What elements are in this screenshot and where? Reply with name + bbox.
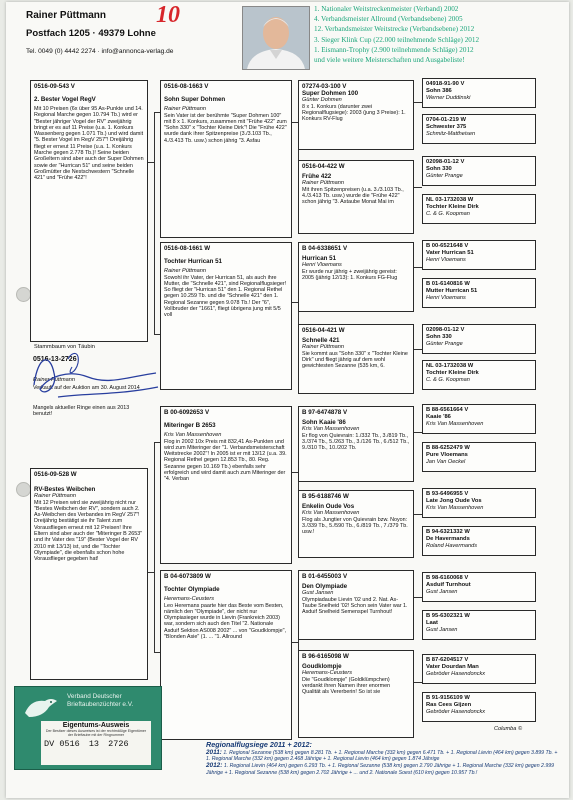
bird-owner: C. & G. Koopman: [426, 377, 470, 383]
regional-wins-title: Regionalflugsiege 2011 + 2012:: [206, 740, 312, 749]
pedigree-box-g3: [422, 572, 536, 602]
pedigree-box-g3: [422, 278, 536, 308]
bird-name: Tochter Kleine Dirk: [426, 370, 479, 376]
card-inner: [41, 721, 151, 765]
bird-owner: Rainer Püttmann: [302, 344, 344, 350]
pedigree-box-g2: [298, 80, 414, 150]
card-org-line1: Verband Deutscher: [67, 693, 122, 700]
sire-of-dam-text: Flog in 2002 10x Preis mit 832,41 As-Punkten und wird zum Miteringer der "1. Verbandsmeisterschaft Weitstrecke 2002"! In 2005 ist er mit 13/12 (u.a. 39. Regional Rethel gegen 12.853 Tb., 80. Reg. Sezanne gegen 10.169 Tb.) ebenfalls sehr erfolgreich und wird damit auch zum Miteringer der "4. Verban: [164, 438, 289, 483]
regional-wins-2012: [206, 763, 562, 775]
pedigree-box-g3: [422, 610, 536, 640]
ring-number: 07274-03-100 V: [302, 83, 347, 90]
dam-of-sire-name: Tochter Hurrican 51: [164, 258, 222, 265]
bird-owner: C. & G. Koopman: [426, 211, 470, 217]
bird-owner: Kris Van Massenhoven: [426, 505, 484, 511]
ring-number: B 00-6521648 V: [426, 243, 469, 249]
bird-owner: Gebröder Hasendonckx: [426, 709, 486, 715]
card-ring-row: [41, 739, 151, 749]
signature-scribble: [28, 347, 163, 407]
bird-text: Er wurde nur jährig + zweijährig gereist: 2005 (jährig 12/13): 1. Konkurs FG-Flug: [302, 268, 399, 281]
ring-number: B 95-6302321 W: [426, 613, 470, 619]
sire-text: Sein Vater ist der berühmte "Super Dohmen 100" mit 8 x 1. Konkurs, zusammen mit "Frühe 422" zum "Sohn 330" x "Tochter Kleine Dirk"! Die "Frühe 422" wurde dank ihrer Spitzenpreise (3./3.103 Tb., 4./3.413 Tb. usw.) schon jährig "3. Asfau: [164, 112, 289, 144]
connector-line: [414, 349, 422, 350]
pedigree-box-g3: [422, 240, 536, 270]
pedigree-box-g3: [422, 360, 536, 390]
achievements-list: [314, 4, 566, 65]
bird-name: Vater Hurrican 51: [426, 250, 474, 256]
bird-owner: Schmitz-Mattheisen: [426, 131, 476, 137]
ring-number: NL 03-1732038 W: [426, 197, 474, 203]
bird-owner: Roland Havermands: [426, 543, 477, 549]
bird-name: Enkelin Oude Vos: [302, 503, 355, 510]
ring-number: B 91-9156109 W: [426, 695, 470, 701]
connector-line: [414, 187, 422, 188]
bird-name: Sohn 330: [426, 334, 452, 340]
bird-name: Ras Cees Gijzen: [426, 702, 472, 708]
connector-line: [154, 112, 155, 334]
bird-owner: Kris Van Massenhoven: [302, 510, 360, 516]
pedigree-box-g3: [422, 156, 536, 186]
breeder-address: Postfach 1205 · 49379 Lohne: [26, 28, 156, 39]
achievement-item: 12. Verbandsmeister Weitstrecke (Verbandsebene) 2012: [314, 25, 475, 34]
year-2011-text: 1. Regional Sezanne (538 km) gegen 8.281 Tb. + 1. Regional Marche (332 km) gegen 6.471 Tb. + 1. Regional Lievin (464 km) gegen 3.899 Tb. + 1. Regional Marche (332 km) gegen 2.468 Jährige + 1. Regional Lievin (464 km) gegen 1.874 Jährige: [206, 750, 558, 763]
ring-number: B 95-6188746 W: [302, 493, 349, 500]
card-ring-club: 0516: [59, 739, 80, 750]
bird-text: Olympiadaube Lievin '02 und 2. Nat. As-Taube Snelheid '02! Schon sein Vater war 1. Asduif Snelheid Semenspel Turnhout!: [302, 596, 409, 616]
pedigree-page: [6, 2, 569, 798]
achievement-item: und viele weitere Meisterschaften und Ausgabeliste!: [314, 56, 465, 65]
bird-owner: Henri Vloemans: [426, 295, 466, 301]
bird-owner: Kris Van Massenhoven: [426, 421, 484, 427]
regional-wins-2011: [206, 750, 562, 762]
ring-number: B 04-6338651 V: [302, 245, 348, 252]
handwritten-number: 10: [156, 2, 180, 28]
dam-of-dam-box: [160, 570, 292, 740]
bird-owner: Gebröder Hasendonckx: [426, 671, 486, 677]
pigeon-icon: [21, 693, 61, 723]
dam-of-dam-owner: Heremans-Ceusters: [164, 596, 215, 602]
bird-name: Vater Dourdan Man: [426, 664, 479, 670]
subject-text: Mit 10 Preisen (6x über 95 As-Punkte und 14. Regional Marche gegen 10.794 Tb.) wird er "Bester jähriger Vogel der RV" zweijährig bringt er es auf 11 Preise (u.a. 1. Konkurs Wassenberg gegen 1.071 Tb.) und wird damit "5. Bester Vogel im RegV 257"! Dreijährig fliegt er erneut 11 Preise (u.a. 1. Konkurs Marche gegen 2.778 Tb.)! Seine beiden Großeltern sind aber auch der Super Dohmen sowie der "Hurrican 51" und seine beiden Großmütter die Nestschwestern "Schnelle 421" und "Frühe 422"!: [34, 106, 146, 182]
ownership-card: [14, 686, 162, 770]
female-owner: Rainer Püttmann: [33, 377, 75, 383]
ring-number: B 01-6140816 W: [426, 281, 470, 287]
connector-line: [154, 442, 155, 652]
dam-of-dam-ring: B 04-6073809 W: [164, 573, 211, 580]
dam-of-sire-box: [160, 242, 292, 390]
bird-owner: Günter Dohmen: [302, 97, 342, 103]
bird-owner: Rainer Püttmann: [302, 180, 344, 186]
bird-name: Sohn 330: [426, 166, 452, 172]
subject-box: [30, 80, 148, 342]
mother-text: Mit 12 Preisen wird sie zweijährig nicht nur "Bestes Weibchen der RV", sondern auch 2. As-Weibchen des Verbandes im RegV 257"! Dreijährig bestätigt sie ihr Talent zum Vorausfliegen erneut mit 12 Preisen! Ihre Eltern sind aber auch der "Miteringer B 2653" und ihr Vater des "19" (Bester Vogel der RV 2010 mit 13/13) ist, und die "Tochter Olympiade", die ebenfalls schon hohe Vorausflieger gegeben hat!: [34, 499, 144, 563]
achievement-item: 1. Nationaler Weitstreckenmeister (Verband) 2002: [314, 5, 459, 13]
bird-text: Die "Goudklompje" (Goldklümpchen) verdankt ihren Namen ihrer enormen Qualität als Vererberin! So ist sie: [302, 676, 392, 696]
bird-owner: Kris Van Massenhoven: [302, 426, 360, 432]
pedigree-box-g3: [422, 654, 536, 684]
ring-number: B 88-6252479 W: [426, 445, 470, 451]
bird-text: Er flog von Quievrain: 1./332 Tb., 3./819 Tb., 3./374 Tb., 5./263 Tb., 3./126 Tb., 6./512 Tb., 9./310 Tb., 10./202 Tb.: [302, 432, 411, 452]
bird-name: Sohn Kaaie '86: [302, 419, 346, 426]
pedigree-box-g2: [298, 242, 414, 312]
sire-box: [160, 80, 292, 238]
card-note: Der Besitzer dieses Ausweises ist der rechtmäßige Eigentümer der Brieftaube mit der Ringnummer: [45, 729, 147, 738]
bird-name: Late Jong Oude Vos: [426, 498, 482, 504]
ring-number: 02098-01-12 V: [426, 327, 465, 333]
bird-owner: Gust Jansen: [302, 590, 334, 596]
card-ring-number: 2726: [108, 739, 129, 750]
card-title: Eigentums-Ausweis: [62, 722, 130, 729]
ring-number: B 96-6165098 W: [302, 653, 349, 660]
female-note: Mangels aktueller Ringe einen aus 2013 benutzt!: [33, 404, 131, 418]
bird-owner: Gust Jansen: [426, 627, 458, 633]
sire-of-dam-owner: Kris Van Massenhoven: [164, 432, 222, 438]
pedigree-box-g2: [298, 406, 414, 482]
pedigree-box-g3: [422, 324, 536, 354]
sire-name: Sohn Super Dohmen: [164, 96, 226, 103]
breeder-photo: [242, 6, 310, 70]
year-2011-label: 2011:: [206, 749, 222, 756]
bird-name: Goudklompje: [302, 663, 342, 670]
dam-of-sire-text: Sowohl ihr Vater, der Hurrican 51, als auch ihre Mutter, die "Schnelle 421", sind Regionalflugsieger! So fliegt der "Hurrican 51" den 1. Regional Rethel gegen 10.259 Tb. und die "Schnelle 421" den 1. Regional Sezanne gegen 9.078 Tb.! Der "6", Vollbruder der "1661", fliegt übrigens jung mit 5/5 voll: [164, 274, 288, 319]
regional-wins: [206, 740, 562, 776]
year-2012-label: 2012:: [206, 762, 223, 770]
bird-owner: Henri Vloemans: [302, 262, 342, 268]
ring-number: NL 03-1732038 W: [426, 363, 474, 369]
sire-of-dam-name: Miteringer B 2653: [164, 422, 216, 429]
bird-name: Pure Vloemans: [426, 452, 468, 458]
dam-of-sire-ring: 0516-08-1661 W: [164, 245, 211, 252]
breeder-name: Rainer Püttmann: [26, 10, 107, 21]
pedigree-box-g2: [298, 650, 414, 738]
subject-title: 2. Bester Vogel RegV: [34, 96, 96, 103]
bird-name: Frühe 422: [302, 173, 332, 180]
connector-line: [414, 597, 422, 598]
bird-name: Sohn 386: [426, 88, 452, 94]
connector-line: [414, 682, 422, 683]
mother-box: [30, 468, 148, 680]
card-ring-year: 13: [88, 739, 100, 750]
ring-number: 0516-04-422 W: [302, 163, 345, 170]
ring-number: B 93-6496955 V: [426, 491, 469, 497]
ring-number: 0516-04-421 W: [302, 327, 345, 334]
bird-name: Schnelle 421: [302, 337, 340, 344]
connector-line: [414, 102, 422, 103]
bird-text: 8 x 1. Konkurs (darunter zwei Regionalflugsiege): 2003 (jung 3 Preise): 1. Konkurs RV-Flug: [302, 103, 408, 123]
sire-ring: 0516-08-1663 V: [164, 83, 209, 90]
bird-owner: Henri Vloemans: [426, 257, 466, 263]
sire-of-dam-ring: B 00-6092653 V: [164, 409, 210, 416]
ring-number: B 97-6474878 V: [302, 409, 348, 416]
ring-number: 04918-91-90 V: [426, 81, 465, 87]
pedigree-box-g2: [298, 324, 414, 394]
stammbaum-label: Stammbaum von Täubin: [34, 344, 95, 350]
pedigree-box-g3: [422, 692, 536, 722]
bird-name: Mutter Hurrican 51: [426, 288, 478, 294]
punch-hole: [16, 482, 31, 497]
female-auction-note: Verkauft auf der Auktion am 30. August 2014: [33, 384, 140, 391]
mother-owner: Rainer Püttmann: [34, 493, 76, 499]
brand-mark: Columba ©: [494, 726, 523, 732]
pedigree-box-g3: [422, 526, 536, 556]
bird-name: Kaaie '86: [426, 414, 451, 420]
ring-number: B 87-6204517 V: [426, 657, 469, 663]
pedigree-box-g2: [298, 490, 414, 558]
punch-hole: [16, 287, 31, 302]
ring-number: 02098-01-12 V: [426, 159, 465, 165]
bird-name: Asduif Turnhout: [426, 582, 471, 588]
pedigree-box-g3: [422, 442, 536, 472]
card-ring-prefix: DV: [44, 739, 55, 750]
bird-owner: Heremans-Ceusters: [302, 670, 353, 676]
pedigree-box-g2: [298, 570, 414, 640]
bird-text: Flog als Jungtier von Quievrain bzw. Noyon: 3./339 Tb., 5./590 Tb., 6./819 Tb., 7./379 Tb. usw.!: [302, 516, 410, 536]
bird-name: Laat: [426, 620, 438, 626]
subject-ring: 0516-09-543 V: [34, 83, 75, 90]
connector-line: [414, 432, 422, 433]
person-portrait-icon: [243, 7, 309, 69]
year-2012-text: 1. Regional Lievin (464 km) gegen 6.293 Tb. + 1. Regional Sezanne (538 km) gegen 2.790 Jährige + 1. Regional Marche (332 km) gegen 2.999 Jährige + 1. Regional Sezanne (538 km) gegen 2.702 Jährige + ... und 2. Nationale Soest (610 km) gegen 10.957 Tb.!: [206, 763, 555, 776]
ring-number: B 98-6160068 V: [426, 575, 469, 581]
connector-line: [414, 267, 422, 268]
ring-number: B 88-6561664 V: [426, 407, 469, 413]
card-org-line2: Brieftaubenzüchter e.V.: [67, 701, 134, 708]
bird-owner: Jan Van Oeckel: [426, 459, 466, 465]
breeder-contact: Tel. 0049 (0) 4442 2274 · info@annonca-verlag.de: [26, 48, 174, 55]
pedigree-box-g3: [422, 194, 536, 224]
bird-name: Hurrican 51: [302, 255, 337, 262]
bird-owner: Günter Prange: [426, 341, 463, 347]
female-ring: 0516-13-2726: [33, 356, 77, 363]
ring-number: B 94-6321332 W: [426, 529, 470, 535]
pedigree-box-g3: [422, 488, 536, 518]
bird-owner: Gust Jansen: [426, 589, 458, 595]
bird-name: Den Olympiade: [302, 583, 348, 590]
bird-owner: Günter Prange: [426, 173, 463, 179]
pedigree-box-g3: [422, 114, 536, 144]
connector-line: [414, 514, 422, 515]
bird-owner: Werner Duddinski: [426, 95, 471, 101]
bird-name: Tochter Kleine Dirk: [426, 204, 479, 210]
pedigree-box-g2: [298, 160, 414, 234]
sire-owner: Rainer Püttmann: [164, 106, 206, 112]
dam-of-dam-text: Leo Heremans paarte hier das Beste vom Besten, nämlich den "Olympiade", der nicht nur Olympiasieger wurde in Lievin (Frankreich 2003) war, sondern sich auch den Titel "2. Nationale Asduif Sektion AS008 2002" ... von "Goudklompje", "Blonden Asie" (1. ... "1. Allround: [164, 602, 288, 641]
ring-number: 0704-01-219 W: [426, 117, 466, 123]
pedigree-box-g3: [422, 78, 536, 108]
mother-title: RV-Bestes Weibchen: [34, 486, 96, 493]
pedigree-box-g3: [422, 404, 536, 434]
sire-of-dam-box: [160, 406, 292, 564]
ring-number: B 01-6455003 V: [302, 573, 348, 580]
bird-name: Schwester 375: [426, 124, 467, 130]
achievement-item: 4. Verbandsmeister Allround (Verbandsebene) 2005: [314, 15, 463, 24]
bird-text: Sie kommt aus "Sohn 330" x "Tochter Kleine Dirk" und fliegt jährig auf dem wohl gewichtesten Sezanne (535 km, 6.: [302, 350, 410, 370]
dam-of-dam-name: Tochter Olympiade: [164, 586, 220, 593]
achievement-item: 3. Sieger Klink Cup (22.000 teilnehmende Schläge) 2012: [314, 35, 480, 44]
bird-name: Super Dohmen 100: [302, 90, 359, 97]
mother-ring: 0516-09-528 W: [34, 471, 77, 478]
bird-text: Mit ihren Spitzenpreisen (u.a. 3./3.103 Tb., 4./3.413 Tb. usw.) wurde die "Frühe 422" schon jährig "3. Astaube Monat Mai im: [302, 186, 406, 206]
bird-name: De Havermands: [426, 536, 470, 542]
dam-of-sire-owner: Rainer Püttmann: [164, 268, 206, 274]
achievement-item: 1. Eismann-Trophy (2.900 teilnehmende Schläge) 2012: [314, 45, 474, 54]
